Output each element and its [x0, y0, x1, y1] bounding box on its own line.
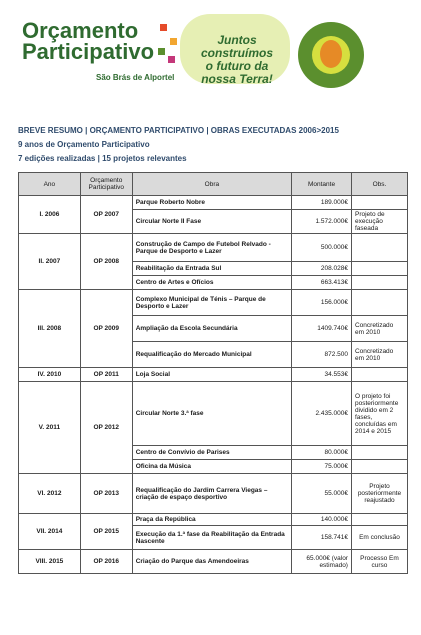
cell-obra: Requalificação do Mercado Municipal [132, 342, 291, 368]
cell-obs [351, 514, 407, 526]
logo-title: Orçamento Participativo [22, 18, 155, 64]
cell-montante: 156.000€ [292, 290, 352, 316]
summary-title: BREVE RESUMO | ORÇAMENTO PARTICIPATIVO | OBRAS EXECUTADAS 2006>2015 [18, 126, 339, 135]
cell-obra: Parque Roberto Nobre [132, 196, 291, 210]
cell-montante: 34.553€ [292, 368, 352, 382]
decor-square-icon [158, 48, 165, 55]
col-obs: Obs. [351, 173, 407, 196]
cell-obra: Criação do Parque das Amendoeiras [132, 550, 291, 574]
cell-obra: Circular Norte II Fase [132, 210, 291, 234]
cell-obra: Praça da República [132, 514, 291, 526]
cell-obs [351, 460, 407, 474]
cell-obs: Em conclusão [351, 526, 407, 550]
cell-ano: V. 2011 [19, 382, 81, 474]
col-montante: Montante [292, 173, 352, 196]
badge-p-icon [320, 40, 342, 68]
table-row [19, 474, 408, 514]
table-row [19, 550, 408, 574]
decor-square-icon [160, 24, 167, 31]
cell-obs: Concretizado em 2010 [351, 316, 407, 342]
summary-header [18, 124, 408, 166]
slogan-text: Juntos construímos o futuro da nossa Terra! [200, 33, 273, 86]
decor-square-icon [170, 38, 177, 45]
col-ano: Ano [19, 173, 81, 196]
table-header-row [19, 173, 408, 196]
cell-montante: 1409.740€ [292, 316, 352, 342]
cell-obs [351, 276, 407, 290]
cell-montante: 158.741€ [292, 526, 352, 550]
cell-obs: Concretizado em 2010 [351, 342, 407, 368]
cell-ano: VI. 2012 [19, 474, 81, 514]
cell-op: OP 2013 [80, 474, 132, 514]
cell-montante: 208.028€ [292, 262, 352, 276]
col-op: Orçamento Participativo [80, 173, 132, 196]
table-row [19, 368, 408, 382]
cell-montante: 872.500 [292, 342, 352, 368]
cell-ano: VII. 2014 [19, 514, 81, 550]
logo-subtitle: São Brás de Alportel [96, 73, 175, 82]
summary-stats: 7 edições realizadas | 15 projetos relevantes [18, 154, 187, 163]
cell-obra: Oficina da Música [132, 460, 291, 474]
cell-obs [351, 262, 407, 276]
cell-obs: Projeto posteriormente reajustado [351, 474, 407, 514]
table-row [19, 196, 408, 210]
cell-obs [351, 196, 407, 210]
cell-obra: Centro de Artes e Ofícios [132, 276, 291, 290]
cell-obs: Projeto de execução faseada [351, 210, 407, 234]
cell-montante: 2.435.000€ [292, 382, 352, 446]
cell-montante: 80.000€ [292, 446, 352, 460]
table-row [19, 514, 408, 526]
cell-op: OP 2015 [80, 514, 132, 550]
cell-obs [351, 446, 407, 460]
cell-obs: O projeto foi posteriormente dividido em 2 fases, concluídas em 2014 e 2015 [351, 382, 407, 446]
cell-obs [351, 234, 407, 262]
cell-ano: IV. 2010 [19, 368, 81, 382]
cell-obra: Complexo Municipal de Ténis – Parque de Desporto e Lazer [132, 290, 291, 316]
table-row [19, 382, 408, 446]
cell-montante: 75.000€ [292, 460, 352, 474]
cell-op: OP 2007 [80, 196, 132, 234]
cell-obra: Requalificação do Jardim Carrera Viegas – criação de espaço desportivo [132, 474, 291, 514]
decor-square-icon [168, 56, 175, 63]
cell-obra: Reabilitação da Entrada Sul [132, 262, 291, 276]
cell-obra: Circular Norte 3.ª fase [132, 382, 291, 446]
cell-montante: 140.000€ [292, 514, 352, 526]
cell-obra: Execução da 1.ª fase da Reabilitação da Entrada Nascente [132, 526, 291, 550]
cell-montante: 500.000€ [292, 234, 352, 262]
cell-montante: 1.572.000€ [292, 210, 352, 234]
cell-obra: Construção de Campo de Futebol Relvado - Parque de Desporto e Lazer [132, 234, 291, 262]
cell-obs: Processo Em curso [351, 550, 407, 574]
cell-obra: Loja Social [132, 368, 291, 382]
projects-table [18, 172, 408, 574]
cell-op: OP 2012 [80, 382, 132, 474]
cell-obs [351, 368, 407, 382]
cell-ano: I. 2006 [19, 196, 81, 234]
table-row [19, 234, 408, 262]
cell-op: OP 2008 [80, 234, 132, 290]
cell-montante: 663.413€ [292, 276, 352, 290]
cell-ano: II. 2007 [19, 234, 81, 290]
col-obra: Obra [132, 173, 291, 196]
cell-ano: III. 2008 [19, 290, 81, 368]
cell-op: OP 2009 [80, 290, 132, 368]
cell-op: OP 2011 [80, 368, 132, 382]
table-row [19, 290, 408, 316]
summary-subtitle: 9 anos de Orçamento Participativo [18, 140, 150, 149]
cell-montante: 55.000€ [292, 474, 352, 514]
cell-montante: 65.000€ (valor estimado) [292, 550, 352, 574]
cell-obra: Centro de Convívio de Parises [132, 446, 291, 460]
cell-montante: 189.000€ [292, 196, 352, 210]
cell-obs [351, 290, 407, 316]
cell-ano: VIII. 2015 [19, 550, 81, 574]
cell-op: OP 2016 [80, 550, 132, 574]
cell-obra: Ampliação da Escola Secundária [132, 316, 291, 342]
